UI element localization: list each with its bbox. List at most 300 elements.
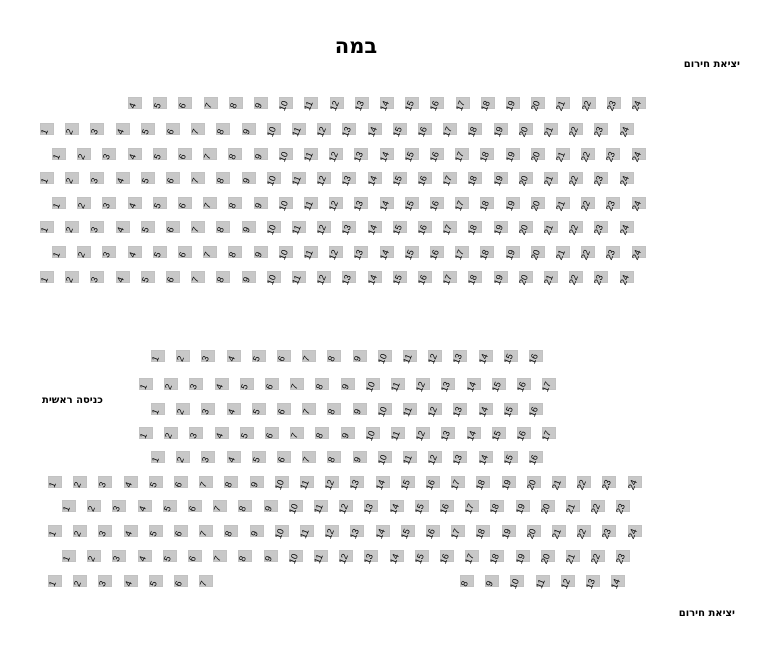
seat-bottom-row6-18[interactable] <box>474 476 490 492</box>
seat-top-row5-21[interactable] <box>553 197 570 213</box>
seat-top-row2-15[interactable] <box>390 123 407 139</box>
seat-top-row8-20[interactable] <box>516 271 533 287</box>
seat-top-row7-7[interactable] <box>203 246 217 258</box>
seat-top-row1-13[interactable] <box>352 97 369 113</box>
seat-bottom-row6-9[interactable] <box>250 476 264 488</box>
seat-bottom-row4-14[interactable] <box>464 427 481 443</box>
seat-top-row3-13[interactable] <box>352 148 368 164</box>
seat-top-row3-1[interactable] <box>52 148 66 160</box>
seat-top-row6-2[interactable] <box>65 221 79 233</box>
seat-bottom-row1-8[interactable] <box>327 350 341 362</box>
seat-top-row5-24[interactable] <box>629 197 646 213</box>
seat-bottom-row9-12[interactable] <box>337 550 353 566</box>
seat-bottom-row9-18[interactable] <box>488 550 504 566</box>
seat-bottom-row5-15[interactable] <box>501 451 518 467</box>
seat-bottom-row6-16[interactable] <box>423 476 440 492</box>
seat-top-row5-15[interactable] <box>402 197 419 213</box>
seat-bottom-row1-9[interactable] <box>353 350 367 362</box>
seat-bottom-row2-16[interactable] <box>514 378 531 394</box>
seat-top-row6-13[interactable] <box>340 221 356 237</box>
seat-top-row4-10[interactable] <box>264 172 281 188</box>
seat-bottom-row9-20[interactable] <box>538 550 555 566</box>
seat-bottom-row11-8[interactable] <box>460 575 474 587</box>
seat-top-row6-3[interactable] <box>90 221 104 233</box>
seat-top-row5-2[interactable] <box>77 197 91 209</box>
seat-bottom-row9-22[interactable] <box>589 550 605 566</box>
seat-top-row4-20[interactable] <box>516 172 533 188</box>
seat-top-row4-23[interactable] <box>592 172 608 188</box>
seat-bottom-row9-3[interactable] <box>112 550 126 562</box>
seat-bottom-row1-7[interactable] <box>302 350 316 362</box>
seat-bottom-row9-13[interactable] <box>362 550 378 566</box>
seat-top-row3-5[interactable] <box>153 148 167 160</box>
seat-top-row8-8[interactable] <box>216 271 230 283</box>
seat-bottom-row8-8[interactable] <box>224 525 238 537</box>
seat-bottom-row7-18[interactable] <box>488 500 504 516</box>
seat-top-row5-3[interactable] <box>102 197 116 209</box>
seat-bottom-row3-2[interactable] <box>176 403 190 415</box>
seat-top-row8-13[interactable] <box>340 271 356 287</box>
seat-bottom-row8-16[interactable] <box>423 525 440 541</box>
seat-bottom-row4-3[interactable] <box>189 427 203 439</box>
seat-bottom-row9-23[interactable] <box>614 550 630 566</box>
seat-top-row8-14[interactable] <box>365 271 382 287</box>
seat-bottom-row9-8[interactable] <box>238 550 252 562</box>
seat-bottom-row6-20[interactable] <box>524 476 541 492</box>
seat-top-row3-3[interactable] <box>102 148 116 160</box>
seat-bottom-row11-11[interactable] <box>533 575 550 590</box>
seat-top-row2-17[interactable] <box>441 123 457 139</box>
seat-top-row6-21[interactable] <box>541 221 558 237</box>
seat-top-row3-21[interactable] <box>553 148 570 164</box>
seat-bottom-row9-6[interactable] <box>188 550 202 562</box>
seat-bottom-row2-17[interactable] <box>540 378 556 394</box>
seat-top-row2-4[interactable] <box>116 123 130 135</box>
seat-bottom-row5-5[interactable] <box>252 451 266 463</box>
seat-top-row4-17[interactable] <box>441 172 457 188</box>
seat-bottom-row5-4[interactable] <box>227 451 241 463</box>
seat-bottom-row8-23[interactable] <box>600 525 616 541</box>
seat-bottom-row5-6[interactable] <box>277 451 291 463</box>
seat-top-row6-22[interactable] <box>567 221 583 237</box>
seat-top-row1-23[interactable] <box>604 97 621 113</box>
seat-top-row5-18[interactable] <box>478 197 494 213</box>
seat-top-row1-5[interactable] <box>153 97 167 109</box>
seat-bottom-row5-16[interactable] <box>526 451 543 467</box>
seat-bottom-row8-13[interactable] <box>348 525 364 541</box>
seat-bottom-row7-4[interactable] <box>138 500 152 512</box>
seat-top-row7-17[interactable] <box>453 246 469 262</box>
seat-bottom-row1-13[interactable] <box>451 350 467 366</box>
seat-top-row1-6[interactable] <box>178 97 192 109</box>
seat-top-row8-16[interactable] <box>415 271 432 287</box>
seat-bottom-row6-22[interactable] <box>575 476 591 492</box>
seat-bottom-row8-21[interactable] <box>549 525 566 541</box>
seat-top-row3-7[interactable] <box>203 148 217 160</box>
seat-top-row7-12[interactable] <box>327 246 343 262</box>
seat-top-row6-17[interactable] <box>441 221 457 237</box>
seat-bottom-row5-9[interactable] <box>353 451 367 463</box>
seat-top-row3-8[interactable] <box>228 148 242 160</box>
seat-top-row3-23[interactable] <box>604 148 620 164</box>
seat-top-row7-22[interactable] <box>579 246 595 262</box>
seat-top-row2-3[interactable] <box>90 123 104 135</box>
seat-bottom-row4-13[interactable] <box>439 427 455 443</box>
seat-bottom-row7-1[interactable] <box>62 500 76 512</box>
seat-bottom-row2-15[interactable] <box>489 378 506 394</box>
seat-top-row3-14[interactable] <box>377 148 394 164</box>
seat-bottom-row5-13[interactable] <box>451 451 467 467</box>
seat-top-row7-20[interactable] <box>528 246 545 262</box>
seat-bottom-row10-4[interactable] <box>124 575 138 587</box>
seat-top-row5-20[interactable] <box>528 197 545 213</box>
seat-bottom-row4-2[interactable] <box>164 427 178 439</box>
seat-bottom-row11-14[interactable] <box>609 575 625 591</box>
seat-bottom-row6-15[interactable] <box>398 476 415 492</box>
seat-top-row2-16[interactable] <box>415 123 432 139</box>
seat-top-row3-9[interactable] <box>254 148 268 160</box>
seat-bottom-row3-14[interactable] <box>476 403 493 419</box>
seat-top-row8-12[interactable] <box>315 271 331 287</box>
seat-bottom-row7-14[interactable] <box>387 500 404 516</box>
seat-bottom-row5-2[interactable] <box>176 451 190 463</box>
seat-bottom-row9-16[interactable] <box>437 550 454 566</box>
seat-bottom-row4-1[interactable] <box>139 427 153 439</box>
seat-bottom-row1-10[interactable] <box>375 350 392 366</box>
seat-top-row8-18[interactable] <box>466 271 482 287</box>
seat-bottom-row8-4[interactable] <box>124 525 138 537</box>
seat-top-row5-22[interactable] <box>579 197 595 213</box>
seat-top-row1-21[interactable] <box>554 97 570 113</box>
seat-bottom-row7-7[interactable] <box>213 500 227 512</box>
seat-top-row3-2[interactable] <box>77 148 91 160</box>
seat-bottom-row4-9[interactable] <box>341 427 355 439</box>
seat-bottom-row10-1[interactable] <box>48 575 62 587</box>
seat-bottom-row2-2[interactable] <box>164 378 178 390</box>
seat-bottom-row1-3[interactable] <box>201 350 215 362</box>
seat-bottom-row11-10[interactable] <box>508 575 524 591</box>
seat-top-row3-20[interactable] <box>528 148 545 164</box>
seat-bottom-row4-4[interactable] <box>215 427 229 439</box>
seat-top-row8-4[interactable] <box>116 271 130 283</box>
seat-top-row5-7[interactable] <box>203 197 217 209</box>
seat-top-row6-20[interactable] <box>516 221 533 237</box>
seat-top-row7-6[interactable] <box>178 246 192 258</box>
seat-bottom-row6-1[interactable] <box>48 476 62 488</box>
seat-top-row1-7[interactable] <box>204 97 218 109</box>
seat-top-row5-12[interactable] <box>327 197 343 213</box>
seat-bottom-row6-21[interactable] <box>549 476 566 492</box>
seat-bottom-row4-12[interactable] <box>414 427 430 443</box>
seat-bottom-row7-3[interactable] <box>112 500 126 512</box>
seat-top-row4-12[interactable] <box>315 172 331 188</box>
seat-top-row3-24[interactable] <box>629 148 646 164</box>
seat-bottom-row2-10[interactable] <box>363 378 380 394</box>
seat-top-row5-1[interactable] <box>52 197 66 209</box>
seat-top-row3-15[interactable] <box>402 148 419 164</box>
seat-top-row7-15[interactable] <box>402 246 419 262</box>
seat-top-row4-24[interactable] <box>617 172 634 188</box>
seat-top-row6-16[interactable] <box>415 221 432 237</box>
seat-top-row8-22[interactable] <box>567 271 583 287</box>
seat-bottom-row8-1[interactable] <box>48 525 62 537</box>
seat-bottom-row8-3[interactable] <box>98 525 112 537</box>
seat-bottom-row6-8[interactable] <box>224 476 238 488</box>
seat-top-row3-18[interactable] <box>478 148 494 164</box>
seat-top-row6-15[interactable] <box>390 221 407 237</box>
seat-top-row5-17[interactable] <box>453 197 469 213</box>
seat-bottom-row9-1[interactable] <box>62 550 76 562</box>
seat-bottom-row9-7[interactable] <box>213 550 227 562</box>
seat-top-row7-13[interactable] <box>352 246 368 262</box>
seat-bottom-row2-3[interactable] <box>189 378 203 390</box>
seat-top-row5-14[interactable] <box>377 197 394 213</box>
seat-top-row8-7[interactable] <box>191 271 205 283</box>
seat-top-row1-15[interactable] <box>403 97 419 113</box>
seat-bottom-row5-3[interactable] <box>201 451 215 463</box>
seat-bottom-row7-5[interactable] <box>163 500 177 512</box>
seat-top-row1-9[interactable] <box>254 97 268 109</box>
seat-bottom-row1-14[interactable] <box>476 350 493 366</box>
seat-top-row5-9[interactable] <box>254 197 268 209</box>
seat-bottom-row8-24[interactable] <box>625 525 642 541</box>
seat-top-row4-22[interactable] <box>567 172 583 188</box>
seat-top-row8-6[interactable] <box>166 271 180 283</box>
seat-top-row3-10[interactable] <box>276 148 293 164</box>
seat-bottom-row6-2[interactable] <box>73 476 87 488</box>
seat-bottom-row3-12[interactable] <box>426 403 442 419</box>
seat-bottom-row7-21[interactable] <box>563 500 580 516</box>
seat-bottom-row9-14[interactable] <box>387 550 404 566</box>
seat-bottom-row2-5[interactable] <box>240 378 254 390</box>
seat-bottom-row4-11[interactable] <box>389 427 405 442</box>
seat-top-row2-24[interactable] <box>617 123 634 139</box>
seat-top-row2-20[interactable] <box>516 123 533 139</box>
seat-bottom-row7-10[interactable] <box>286 500 303 516</box>
seat-bottom-row5-8[interactable] <box>327 451 341 463</box>
seat-top-row4-21[interactable] <box>541 172 558 188</box>
seat-top-row5-11[interactable] <box>302 197 318 212</box>
seat-top-row5-23[interactable] <box>604 197 620 213</box>
seat-bottom-row5-10[interactable] <box>375 451 392 467</box>
seat-top-row8-2[interactable] <box>65 271 79 283</box>
seat-top-row4-5[interactable] <box>141 172 155 184</box>
seat-bottom-row7-13[interactable] <box>362 500 378 516</box>
seat-top-row7-4[interactable] <box>128 246 142 258</box>
seat-bottom-row5-1[interactable] <box>151 451 165 463</box>
seat-top-row4-4[interactable] <box>116 172 130 184</box>
seat-top-row3-11[interactable] <box>302 148 318 163</box>
seat-bottom-row9-2[interactable] <box>87 550 101 562</box>
seat-top-row4-7[interactable] <box>191 172 205 184</box>
seat-top-row4-1[interactable] <box>40 172 54 184</box>
seat-bottom-row3-15[interactable] <box>501 403 518 419</box>
seat-bottom-row6-11[interactable] <box>298 476 314 491</box>
seat-top-row1-19[interactable] <box>503 97 520 113</box>
seat-bottom-row4-10[interactable] <box>363 427 380 443</box>
seat-top-row4-15[interactable] <box>390 172 407 188</box>
seat-top-row2-7[interactable] <box>191 123 205 135</box>
seat-top-row7-10[interactable] <box>276 246 293 262</box>
seat-bottom-row1-12[interactable] <box>426 350 442 366</box>
seat-bottom-row8-6[interactable] <box>174 525 188 537</box>
seat-top-row3-17[interactable] <box>453 148 469 164</box>
seat-bottom-row2-8[interactable] <box>315 378 329 390</box>
seat-top-row6-5[interactable] <box>141 221 155 233</box>
seat-bottom-row11-12[interactable] <box>558 575 575 591</box>
seat-top-row4-3[interactable] <box>90 172 104 184</box>
seat-bottom-row3-3[interactable] <box>201 403 215 415</box>
seat-top-row2-23[interactable] <box>592 123 608 139</box>
seat-bottom-row9-17[interactable] <box>463 550 479 566</box>
seat-top-row7-19[interactable] <box>503 246 520 262</box>
seat-top-row7-8[interactable] <box>228 246 242 258</box>
seat-top-row3-16[interactable] <box>427 148 444 164</box>
seat-bottom-row8-17[interactable] <box>449 525 465 541</box>
seat-bottom-row3-5[interactable] <box>252 403 266 415</box>
seat-bottom-row9-4[interactable] <box>138 550 152 562</box>
seat-bottom-row3-13[interactable] <box>451 403 467 419</box>
seat-top-row6-24[interactable] <box>617 221 634 237</box>
seat-bottom-row8-5[interactable] <box>149 525 163 537</box>
seat-top-row6-19[interactable] <box>491 221 508 237</box>
seat-bottom-row1-16[interactable] <box>526 350 543 366</box>
seat-top-row4-11[interactable] <box>290 172 306 187</box>
seat-bottom-row10-3[interactable] <box>98 575 112 587</box>
seat-top-row7-9[interactable] <box>254 246 268 258</box>
seat-top-row4-16[interactable] <box>415 172 432 188</box>
seat-top-row6-23[interactable] <box>592 221 608 237</box>
seat-top-row4-13[interactable] <box>340 172 356 188</box>
seat-top-row6-4[interactable] <box>116 221 130 233</box>
seat-top-row4-18[interactable] <box>466 172 482 188</box>
seat-bottom-row6-24[interactable] <box>625 476 642 492</box>
seat-top-row6-7[interactable] <box>191 221 205 233</box>
seat-bottom-row10-5[interactable] <box>149 575 163 587</box>
seat-top-row2-6[interactable] <box>166 123 180 135</box>
seat-top-row8-15[interactable] <box>390 271 407 287</box>
seat-bottom-row8-2[interactable] <box>73 525 87 537</box>
seat-bottom-row9-19[interactable] <box>513 550 530 566</box>
seat-bottom-row6-3[interactable] <box>98 476 112 488</box>
seat-top-row5-16[interactable] <box>427 197 444 213</box>
seat-top-row7-2[interactable] <box>77 246 91 258</box>
seat-top-row2-10[interactable] <box>264 123 281 139</box>
seat-bottom-row2-13[interactable] <box>439 378 455 394</box>
seat-bottom-row7-12[interactable] <box>337 500 353 516</box>
seat-top-row2-19[interactable] <box>491 123 508 139</box>
seat-bottom-row8-7[interactable] <box>199 525 213 537</box>
seat-bottom-row4-8[interactable] <box>315 427 329 439</box>
seat-top-row6-18[interactable] <box>466 221 482 237</box>
seat-bottom-row8-22[interactable] <box>575 525 591 541</box>
seat-top-row2-8[interactable] <box>216 123 230 135</box>
seat-bottom-row8-19[interactable] <box>499 525 516 541</box>
seat-bottom-row6-4[interactable] <box>124 476 138 488</box>
seat-bottom-row4-5[interactable] <box>240 427 254 439</box>
seat-top-row7-1[interactable] <box>52 246 66 258</box>
seat-bottom-row1-2[interactable] <box>176 350 190 362</box>
seat-top-row2-9[interactable] <box>242 123 256 135</box>
seat-top-row1-11[interactable] <box>302 97 318 112</box>
seat-top-row4-6[interactable] <box>166 172 180 184</box>
seat-top-row7-11[interactable] <box>302 246 318 261</box>
seat-bottom-row7-17[interactable] <box>463 500 479 516</box>
seat-top-row4-14[interactable] <box>365 172 382 188</box>
seat-bottom-row6-12[interactable] <box>323 476 339 492</box>
seat-top-row2-13[interactable] <box>340 123 356 139</box>
seat-bottom-row2-7[interactable] <box>290 378 304 390</box>
seat-top-row8-24[interactable] <box>617 271 634 287</box>
seat-bottom-row6-23[interactable] <box>600 476 616 492</box>
seat-bottom-row6-13[interactable] <box>348 476 364 492</box>
seat-bottom-row9-9[interactable] <box>264 550 278 562</box>
seat-top-row6-14[interactable] <box>365 221 382 237</box>
seat-bottom-row10-2[interactable] <box>73 575 87 587</box>
seat-top-row5-6[interactable] <box>178 197 192 209</box>
seat-bottom-row7-9[interactable] <box>264 500 278 512</box>
seat-top-row4-9[interactable] <box>242 172 256 184</box>
seat-top-row2-12[interactable] <box>315 123 331 139</box>
seat-top-row8-9[interactable] <box>242 271 256 283</box>
seat-bottom-row8-20[interactable] <box>524 525 541 541</box>
seat-top-row1-10[interactable] <box>277 97 293 113</box>
seat-bottom-row1-11[interactable] <box>401 350 417 365</box>
seat-top-row1-4[interactable] <box>128 97 142 109</box>
seat-bottom-row7-11[interactable] <box>312 500 328 515</box>
seat-bottom-row6-5[interactable] <box>149 476 163 488</box>
seat-top-row1-20[interactable] <box>529 97 545 113</box>
seat-top-row2-14[interactable] <box>365 123 382 139</box>
seat-top-row2-11[interactable] <box>290 123 306 138</box>
seat-bottom-row3-1[interactable] <box>151 403 165 415</box>
seat-top-row6-1[interactable] <box>40 221 54 233</box>
seat-bottom-row3-8[interactable] <box>327 403 341 415</box>
seat-bottom-row3-9[interactable] <box>353 403 367 415</box>
seat-bottom-row4-16[interactable] <box>514 427 531 443</box>
seat-top-row7-5[interactable] <box>153 246 167 258</box>
seat-top-row7-18[interactable] <box>478 246 494 262</box>
seat-bottom-row7-20[interactable] <box>538 500 555 516</box>
seat-bottom-row11-13[interactable] <box>583 575 600 591</box>
seat-bottom-row11-9[interactable] <box>485 575 499 587</box>
seat-bottom-row2-12[interactable] <box>414 378 430 394</box>
seat-top-row1-16[interactable] <box>428 97 444 113</box>
seat-bottom-row7-15[interactable] <box>412 500 429 516</box>
seat-top-row1-12[interactable] <box>327 97 344 113</box>
seat-bottom-row2-14[interactable] <box>464 378 481 394</box>
seat-bottom-row4-7[interactable] <box>290 427 304 439</box>
seat-bottom-row8-11[interactable] <box>298 525 314 540</box>
seat-bottom-row7-6[interactable] <box>188 500 202 512</box>
seat-bottom-row7-19[interactable] <box>513 500 530 516</box>
seat-top-row2-5[interactable] <box>141 123 155 135</box>
seat-bottom-row2-6[interactable] <box>265 378 279 390</box>
seat-bottom-row4-15[interactable] <box>489 427 506 443</box>
seat-bottom-row1-15[interactable] <box>501 350 518 366</box>
seat-top-row3-12[interactable] <box>327 148 343 164</box>
seat-top-row6-8[interactable] <box>216 221 230 233</box>
seat-top-row3-19[interactable] <box>503 148 520 164</box>
seat-top-row6-12[interactable] <box>315 221 331 237</box>
seat-top-row8-3[interactable] <box>90 271 104 283</box>
seat-top-row3-6[interactable] <box>178 148 192 160</box>
seat-bottom-row5-11[interactable] <box>401 451 417 466</box>
seat-bottom-row6-10[interactable] <box>272 476 289 492</box>
seat-top-row7-21[interactable] <box>553 246 570 262</box>
seat-bottom-row7-22[interactable] <box>589 500 605 516</box>
seat-top-row8-23[interactable] <box>592 271 608 287</box>
